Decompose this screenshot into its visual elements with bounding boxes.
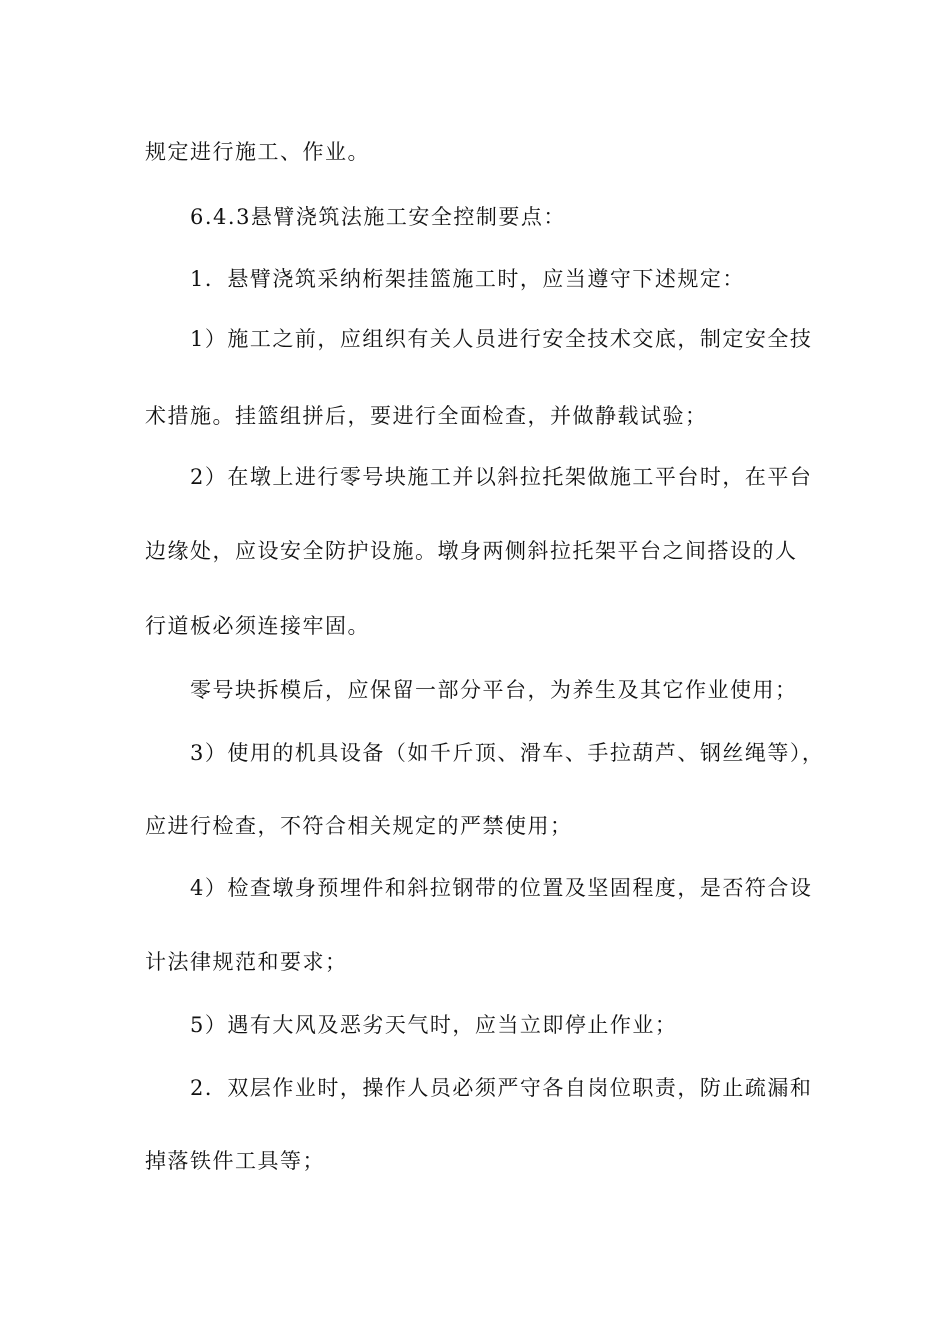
text-line: 3）使用的机具设备（如千斤顶、滑车、手拉葫芦、钢丝绳等），	[190, 741, 825, 765]
list-item-heading: 1．悬臂浇筑采纳桁架挂篮施工时，应当遵守下述规定：	[190, 267, 745, 291]
text-line: 4）检查墩身预埋件和斜拉钢带的位置及坚固程度，是否符合设	[190, 876, 813, 900]
text-line: 1）施工之前，应组织有关人员进行安全技术交底，制定安全技	[190, 327, 813, 351]
text-line: 掉落铁件工具等；	[145, 1149, 325, 1173]
list-item-heading: 2．双层作业时，操作人员必须严守各自岗位职责，防止疏漏和	[190, 1076, 813, 1100]
section-heading: 6.4.3悬臂浇筑法施工安全控制要点：	[190, 205, 566, 229]
text-line: 应进行检查，不符合相关规定的严禁使用；	[145, 814, 573, 838]
text-line: 零号块拆模后，应保留一部分平台，为养生及其它作业使用；	[190, 678, 798, 702]
text-line: 计法律规范和要求；	[145, 950, 348, 974]
text-line: 5）遇有大风及恶劣天气时，应当立即停止作业；	[190, 1013, 678, 1037]
text-line: 边缘处，应设安全防护设施。墩身两侧斜拉托架平台之间搭设的人	[145, 539, 798, 563]
text-line: 术措施。挂篮组拼后，要进行全面检查，并做静载试验；	[145, 404, 708, 428]
text-line: 规定进行施工、作业。	[145, 140, 370, 164]
text-line: 行道板必须连接牢固。	[145, 614, 370, 638]
text-line: 2）在墩上进行零号块施工并以斜拉托架做施工平台时，在平台	[190, 465, 813, 489]
